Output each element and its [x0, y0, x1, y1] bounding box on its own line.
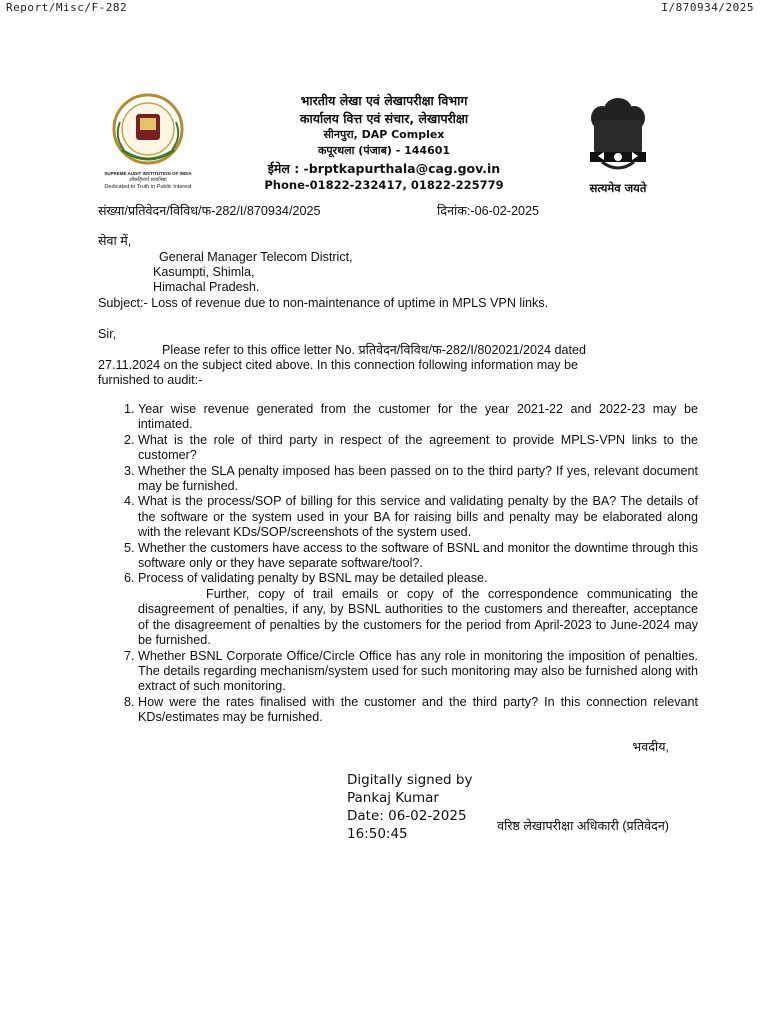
list-item-text: Whether BSNL Corporate Office/Circle Office has any role in monitoring the imposition of penalties. The details regarding mechanism/system used for such monitoring may also be furnished along with extract of such monitoring. [138, 648, 698, 694]
body-line-3: furnished to audit:- [98, 373, 203, 387]
list-item [138, 494, 698, 540]
header-dept: भारतीय लेखा एवं लेखापरीक्षा विभाग [300, 93, 468, 108]
signature-date: Date: 06-02-2025 [347, 808, 467, 824]
list-item-extra-text: Further, copy of trail emails or copy of the correspondence communicating the disagreement of penalties, if any, by BSNL authorities to the customers and thereafter, acceptance of the disagreement of penalties by the customers for the period from April-2023 to June-2024 may be furnished. [138, 586, 698, 648]
header-phone: Phone-01822-232417, 01822-225779 [264, 178, 504, 192]
officer-designation: वरिष्ठ लेखापरीक्षा अधिकारी (प्रतिवेदन) [497, 819, 669, 833]
body-line-1: Please refer to this office letter No. प्रतिवेदन/विविध/फ-282/I/802021/2024 dated [162, 343, 586, 357]
closing-yours-faithfully: भवदीय, [632, 740, 669, 754]
header-email: ईमेल : -brptkapurthala@cag.gov.in [267, 161, 501, 176]
list-item [138, 649, 698, 695]
header-office: कार्यालय वित्त एवं संचार, लेखापरीक्षा [299, 111, 469, 126]
list-item-text: Process of validating penalty by BSNL may be detailed please. [138, 571, 488, 586]
addressee-line-2: Kasumpti, Shimla, [153, 265, 255, 279]
list-item [138, 695, 698, 726]
list-item-text: Whether the SLA penalty imposed has been passed on to the third party? If yes, relevant document may be furnished. [138, 463, 698, 494]
document-id: I/870934/2025 [661, 1, 754, 14]
letter-number: संख्या/प्रतिवेदन/विविध/फ-282/I/870934/2025 [98, 204, 321, 218]
report-id: Report/Misc/F-282 [6, 1, 128, 14]
signature-time: 16:50:45 [347, 826, 408, 842]
information-list [110, 402, 698, 726]
list-item [138, 464, 698, 495]
logo-caption-1: SUPREME AUDIT INSTITUTION OF INDIA [104, 171, 192, 176]
list-item [138, 541, 698, 572]
list-item-text: What is the role of third party in respect of the agreement to provide MPLS-VPN links to the customer? [138, 432, 698, 463]
logo-caption-3: Dedicated to Truth in Public Interest [104, 184, 192, 190]
subject-line: Subject:- Loss of revenue due to non-maintenance of uptime in MPLS VPN links. [98, 296, 549, 310]
list-item-text: Year wise revenue generated from the customer for the year 2021-22 and 2022-23 may be intimated. [138, 402, 698, 432]
header-address: सीनपुरा, DAP Complex [323, 128, 445, 141]
header-city: कपूरथला (पंजाब) - 144601 [317, 144, 451, 157]
list-item [138, 571, 698, 648]
logo-caption-2: लोकहितार्थ सत्यनिष्ठा [129, 177, 167, 183]
signature-name: Pankaj Kumar [347, 790, 439, 806]
list-item-text: What is the process/SOP of billing for this service and validating penalty by the BA? The details of the software or the system used in your BA for raising bills and penalty may be elaborated along with the relevant KDs/SOP/screenshots of the system used. [138, 494, 698, 540]
addressee-line-3: Himachal Pradesh. [153, 280, 260, 294]
digital-signature [347, 771, 472, 843]
list-item [138, 402, 698, 433]
greeting: Sir, [98, 327, 117, 341]
letter-date: दिनांक:-06-02-2025 [437, 204, 539, 218]
signature-line-1: Digitally signed by [347, 772, 473, 788]
addressee-line-1: General Manager Telecom District, [159, 250, 353, 264]
list-item-text: Whether the customers have access to the software of BSNL and monitor the downtime through this software only or they have separate software/tool?. [138, 540, 698, 571]
emblem-motto: सत्यमेव जयते [589, 181, 647, 195]
body-line-2: 27.11.2024 on the subject cited above. In this connection following information may be [98, 358, 579, 372]
salutation-to: सेवा में, [98, 234, 132, 248]
list-item [138, 433, 698, 464]
list-item-text: How were the rates finalised with the customer and the third party? In this connection relevant KDs/estimates may be furnished. [138, 694, 698, 725]
